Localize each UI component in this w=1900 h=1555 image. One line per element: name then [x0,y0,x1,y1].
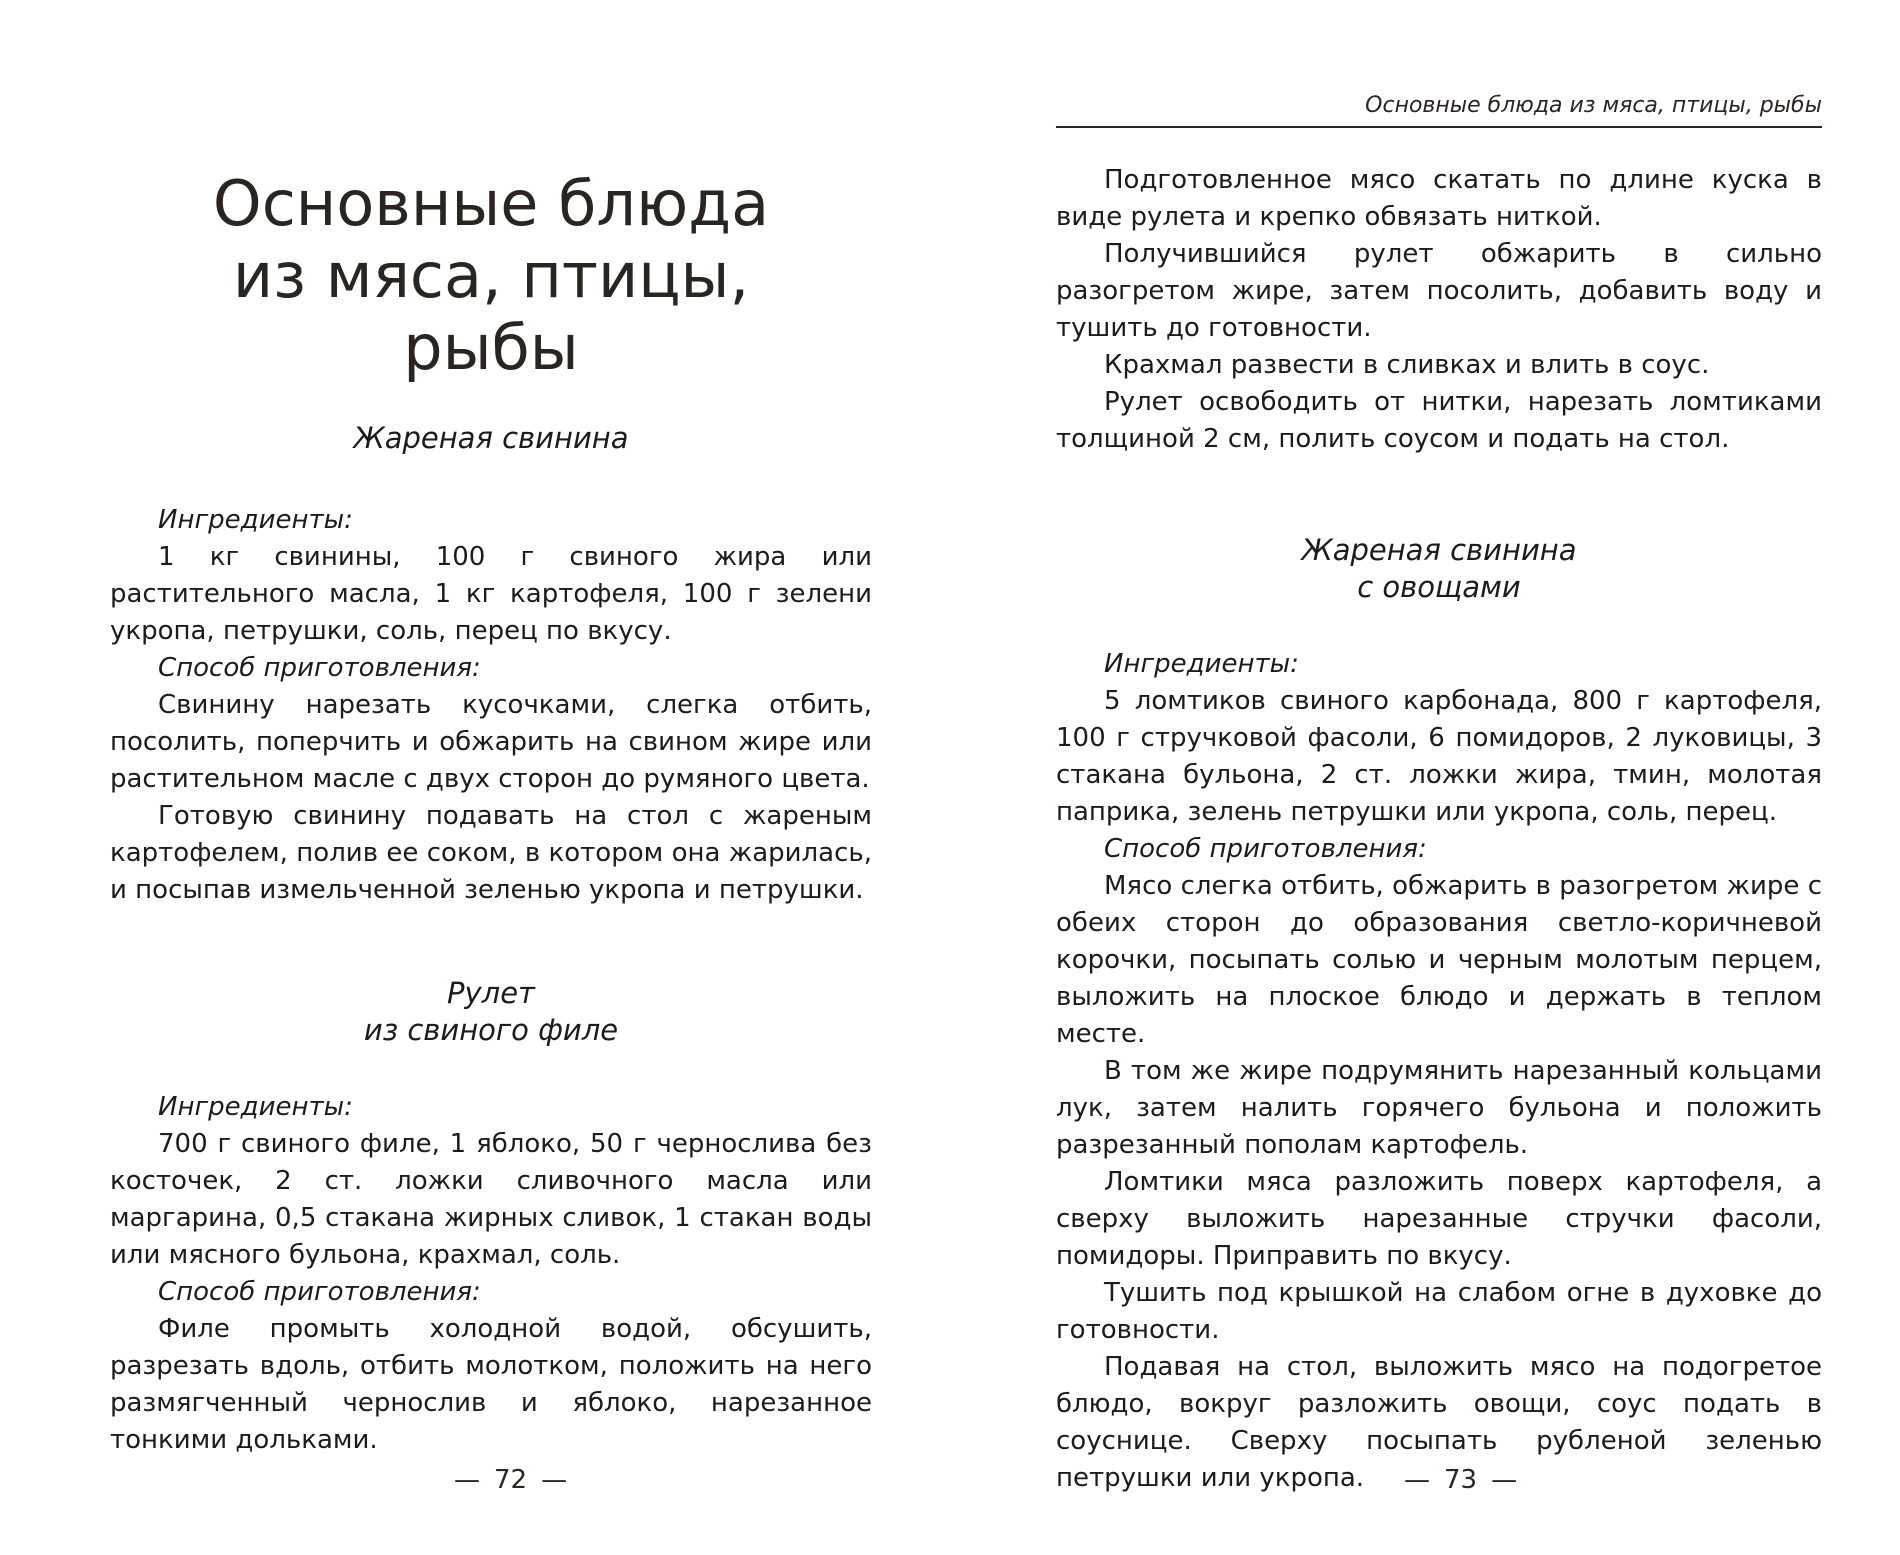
chapter-title-line: из мяса, птицы, [232,239,750,312]
chapter-title [110,168,872,384]
ingredients-label: Ингредиенты: [158,505,353,535]
method-step: Ломтики мяса разложить поверх картофеля, а сверху выложить нарезанные стручки фасоли, помидоры. Приправить по вкусу. [1056,1167,1822,1271]
folio-dash: — [1491,1465,1518,1495]
method-label: Способ приготовления: [158,1277,481,1307]
chapter-title-line: Основные блюда [212,167,770,240]
running-head-rule [1056,126,1822,128]
method-step: Тушить под крышкой на слабом огне в духовке до готовности. [1056,1278,1822,1345]
recipe-fried-pork [110,420,872,909]
recipe-pork-with-vegetables [1056,532,1822,1497]
folio-dash: — [1404,1465,1430,1495]
page-number-right [1390,1464,1531,1496]
method-step: Готовую свинину подавать на стол с жареным картофелем, полив ее соком, в котором она жарилась, и посыпав измельченной зеленью укропа и петрушки. [110,801,872,905]
recipe-title-line: с овощами [1357,570,1521,604]
method-step: Подавая на стол, выложить мясо на подогретое блюдо, вокруг разложить овощи, соус подать в соуснице. Сверху посыпать рубленой зеленью петрушки или укропа. [1056,1352,1822,1493]
recipe-title-line: Рулет [447,976,535,1010]
page-number: 73 [1444,1465,1478,1495]
ingredients-label: Ингредиенты: [1104,649,1299,679]
right-page [950,0,1900,1555]
method-label: Способ приготовления: [158,653,481,683]
folio-dash: — [454,1465,480,1495]
recipe-title [110,420,872,457]
recipe-pork-roll [110,975,872,1459]
method-step: Рулет освободить от нитки, нарезать ломтиками толщиной 2 см, полить соусом и подать на стол. [1056,387,1822,454]
folio-dash: — [541,1465,568,1495]
page-number: 72 [494,1465,528,1495]
method-step: Филе промыть холодной водой, обсушить, разрезать вдоль, отбить молотком, положить на него размягченный чернослив и яблоко, нарезанное тонкими дольками. [110,1314,872,1455]
method-step: Мясо слегка отбить, обжарить в разогретом жире с обеих сторон до образования светло-коричневой корочки, посыпать солью и черным молотым перцем, выложить на плоское блюдо и держать в теплом месте. [1056,871,1822,1049]
chapter-title-line: рыбы [403,311,579,384]
running-head: Основные блюда из мяса, птицы, рыбы [1365,93,1822,118]
method-step: Получившийся рулет обжарить в сильно разогретом жире, затем посолить, добавить воду и тушить до готовности. [1056,239,1822,343]
recipe-title [1056,532,1822,606]
ingredients-label: Ингредиенты: [158,1092,353,1122]
method-step: Крахмал развести в сливках и влить в соус. [1104,350,1710,380]
recipe-title-line: Жареная свинина [1301,533,1577,567]
method-step: Подготовленное мясо скатать по длине куска в виде рулета и крепко обвязать ниткой. [1056,165,1822,232]
method-step: Свинину нарезать кусочками, слегка отбить, посолить, поперчить и обжарить на свином жире или растительном масле с двух сторон до румяного цвета. [110,690,872,794]
recipe-title-line: Жареная свинина [353,421,629,455]
method-step: В том же жире подрумянить нарезанный кольцами лук, затем налить горячего бульона и положить разрезанный пополам картофель. [1056,1056,1822,1160]
recipe-pork-roll-continued [1056,162,1822,458]
method-label: Способ приготовления: [1104,834,1427,864]
ingredients-text: 700 г свиного филе, 1 яблоко, 50 г чернослива без косточек, 2 ст. ложки сливочного масла или маргарина, 0,5 стакана жирных сливок, 1 стакан воды или мясного бульона, крахмал, соль. [110,1129,872,1270]
recipe-title-line: из свиного филе [363,1013,619,1047]
recipe-title [110,975,872,1049]
ingredients-text: 1 кг свинины, 100 г свиного жира или растительного масла, 1 кг картофеля, 100 г зелени укропа, петрушки, соль, перец по вкусу. [110,542,872,646]
ingredients-text: 5 ломтиков свиного карбонада, 800 г картофеля, 100 г стручковой фасоли, 6 помидоров, 2 луковицы, 3 стакана бульона, 2 ст. ложки жира, тмин, молотая паприка, зелень петрушки или укропа, соль, перец. [1056,686,1822,827]
page-number-left [440,1464,581,1496]
